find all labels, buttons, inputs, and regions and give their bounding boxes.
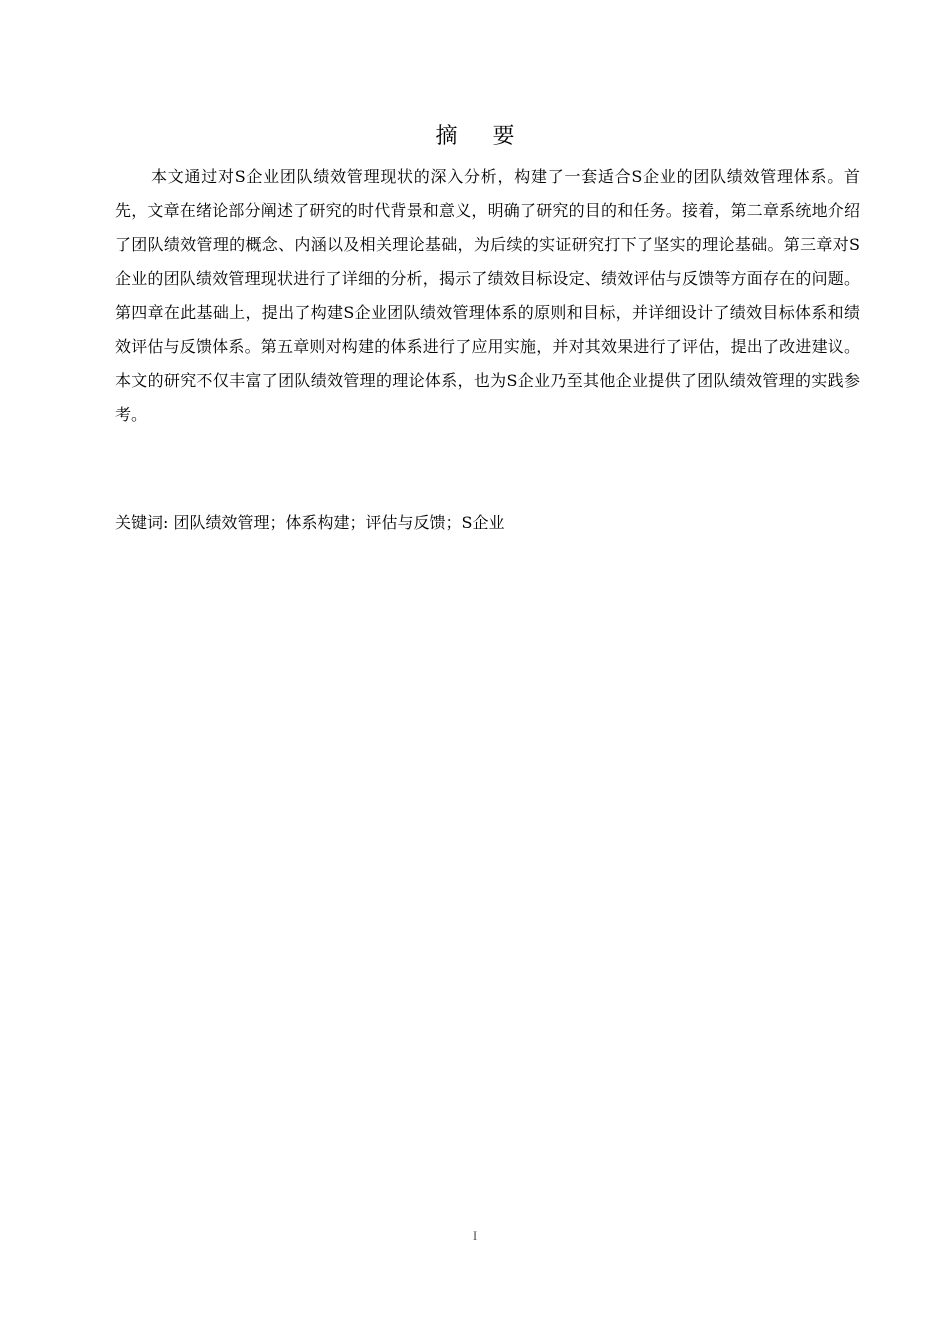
keywords-line xyxy=(115,508,860,538)
page-number: I xyxy=(472,1228,478,1243)
abstract-paragraph: 本文通过对S企业团队绩效管理现状的深入分析，构建了一套适合S企业的团队绩效管理体系。首先，文章在绪论部分阐述了研究的时代背景和意义，明确了研究的目的和任务。接着，第二章系统地介绍了团队绩效管理的概念、内涵以及相关理论基础，为后续的实证研究打下了坚实的理论基础。第三章对S企业的团队绩效管理现状进行了详细的分析，揭示了绩效目标设定、绩效评估与反馈等方面存在的问题。第四章在此基础上，提出了构建S企业团队绩效管理体系的原则和目标，并详细设计了绩效目标体系和绩效评估与反馈体系。第五章则对构建的体系进行了应用实施，并对其效果进行了评估，提出了改进建议。本文的研究不仅丰富了团队绩效管理的理论体系，也为S企业乃至其他企业提供了团队绩效管理的实践参考。 xyxy=(115,167,860,424)
keywords-separator: : xyxy=(163,513,174,532)
abstract-title: 摘 要 xyxy=(435,124,529,149)
keywords-list: 团队绩效管理；体系构建；评估与反馈；S企业 xyxy=(173,513,505,532)
keywords-label: 关键词 xyxy=(115,513,164,532)
